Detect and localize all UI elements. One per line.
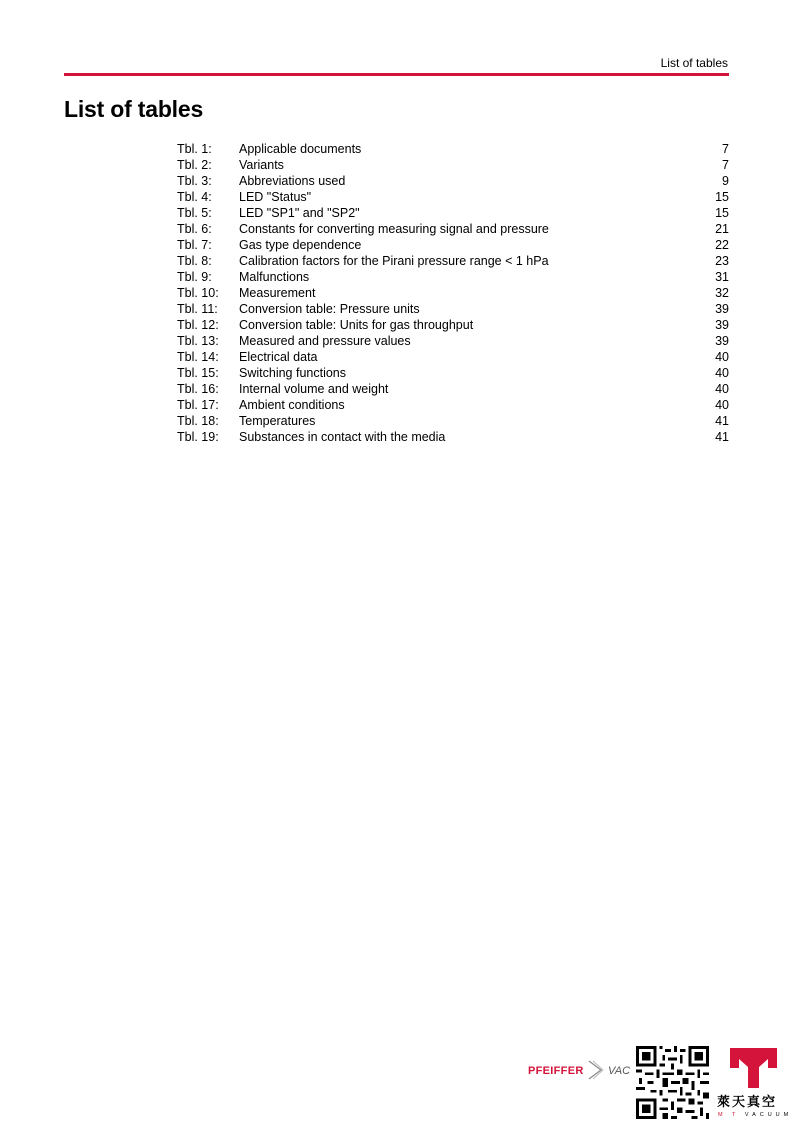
table-title: Applicable documents bbox=[239, 142, 362, 156]
table-number: Tbl. 8: bbox=[177, 254, 212, 268]
pfeiffer-arrow-icon bbox=[587, 1059, 605, 1081]
table-title: Conversion table: Units for gas throughput bbox=[239, 318, 474, 332]
table-title: Abbreviations used bbox=[239, 174, 346, 188]
table-page-number: 41 bbox=[715, 430, 729, 444]
table-number: Tbl. 17: bbox=[177, 398, 219, 412]
table-page-number: 40 bbox=[715, 398, 729, 412]
table-title: Electrical data bbox=[239, 350, 318, 364]
table-title: Variants bbox=[239, 158, 284, 172]
table-number: Tbl. 2: bbox=[177, 158, 212, 172]
table-number: Tbl. 11: bbox=[177, 302, 218, 316]
table-entry[interactable] bbox=[177, 253, 729, 269]
table-entry[interactable] bbox=[177, 189, 729, 205]
table-number: Tbl. 6: bbox=[177, 222, 212, 236]
table-title: Temperatures bbox=[239, 414, 316, 428]
table-page-number: 40 bbox=[715, 366, 729, 380]
table-number: Tbl. 1: bbox=[177, 142, 212, 156]
table-page-number: 39 bbox=[715, 318, 729, 332]
table-entry[interactable] bbox=[177, 285, 729, 301]
table-entry[interactable] bbox=[177, 397, 729, 413]
table-page-number: 40 bbox=[715, 382, 729, 396]
table-title: Switching functions bbox=[239, 366, 347, 380]
table-title: Ambient conditions bbox=[239, 398, 345, 412]
footer bbox=[0, 1040, 793, 1122]
mt-chinese-name: 萊天真空 bbox=[717, 1094, 778, 1109]
table-entry[interactable] bbox=[177, 157, 729, 173]
table-title: Conversion table: Pressure units bbox=[239, 302, 420, 316]
table-title: LED "Status" bbox=[239, 190, 312, 204]
table-entry[interactable] bbox=[177, 333, 729, 349]
table-entry[interactable] bbox=[177, 381, 729, 397]
vacuum-logo-text: VAC bbox=[608, 1065, 631, 1077]
table-entry[interactable] bbox=[177, 349, 729, 365]
table-page-number: 23 bbox=[715, 254, 729, 268]
table-page-number: 41 bbox=[715, 414, 729, 428]
table-title: LED "SP1" and "SP2" bbox=[239, 206, 360, 220]
list-of-tables bbox=[177, 141, 729, 445]
pfeiffer-logo-text: PFEIFFER bbox=[528, 1065, 584, 1077]
table-page-number: 39 bbox=[715, 334, 729, 348]
table-entry[interactable] bbox=[177, 429, 729, 445]
table-page-number: 31 bbox=[715, 270, 729, 284]
table-entry[interactable] bbox=[177, 237, 729, 253]
qr-code-icon bbox=[636, 1046, 709, 1119]
table-entry[interactable] bbox=[177, 141, 729, 157]
table-entry[interactable] bbox=[177, 365, 729, 381]
table-title: Substances in contact with the media bbox=[239, 430, 446, 444]
table-number: Tbl. 10: bbox=[177, 286, 219, 300]
table-entry[interactable] bbox=[177, 221, 729, 237]
mt-logo-icon bbox=[728, 1046, 779, 1090]
table-number: Tbl. 19: bbox=[177, 430, 219, 444]
mt-english-name bbox=[718, 1112, 792, 1118]
table-entry[interactable] bbox=[177, 413, 729, 429]
table-page-number: 39 bbox=[715, 302, 729, 316]
table-title: Constants for converting measuring signal and pressure bbox=[239, 222, 549, 236]
table-title: Measured and pressure values bbox=[239, 334, 411, 348]
table-number: Tbl. 5: bbox=[177, 206, 212, 220]
table-title: Internal volume and weight bbox=[239, 382, 389, 396]
header-rule bbox=[64, 73, 729, 76]
table-number: Tbl. 3: bbox=[177, 174, 212, 188]
table-title: Gas type dependence bbox=[239, 238, 362, 252]
mt-english-prefix: M T bbox=[718, 1112, 740, 1118]
table-page-number: 22 bbox=[715, 238, 729, 252]
table-page-number: 40 bbox=[715, 350, 729, 364]
table-title: Calibration factors for the Pirani pressure range < 1 hPa bbox=[239, 254, 549, 268]
table-number: Tbl. 4: bbox=[177, 190, 212, 204]
table-entry[interactable] bbox=[177, 317, 729, 333]
table-title: Malfunctions bbox=[239, 270, 310, 284]
table-page-number: 15 bbox=[715, 190, 729, 204]
table-number: Tbl. 7: bbox=[177, 238, 212, 252]
table-number: Tbl. 18: bbox=[177, 414, 219, 428]
table-number: Tbl. 13: bbox=[177, 334, 219, 348]
table-number: Tbl. 12: bbox=[177, 318, 219, 332]
table-entry[interactable] bbox=[177, 173, 729, 189]
table-page-number: 9 bbox=[722, 174, 729, 188]
table-title: Measurement bbox=[239, 286, 316, 300]
table-page-number: 21 bbox=[715, 222, 729, 236]
table-number: Tbl. 15: bbox=[177, 366, 219, 380]
running-header: List of tables bbox=[660, 56, 728, 70]
table-page-number: 15 bbox=[715, 206, 729, 220]
table-entry[interactable] bbox=[177, 269, 729, 285]
table-page-number: 32 bbox=[715, 286, 729, 300]
table-page-number: 7 bbox=[722, 142, 729, 156]
table-entry[interactable] bbox=[177, 205, 729, 221]
table-number: Tbl. 14: bbox=[177, 350, 219, 364]
table-page-number: 7 bbox=[722, 158, 729, 172]
table-number: Tbl. 16: bbox=[177, 382, 219, 396]
table-entry[interactable] bbox=[177, 301, 729, 317]
page-title: List of tables bbox=[64, 96, 204, 122]
mt-english-suffix: VACUUM bbox=[744, 1112, 793, 1118]
table-number: Tbl. 9: bbox=[177, 270, 212, 284]
